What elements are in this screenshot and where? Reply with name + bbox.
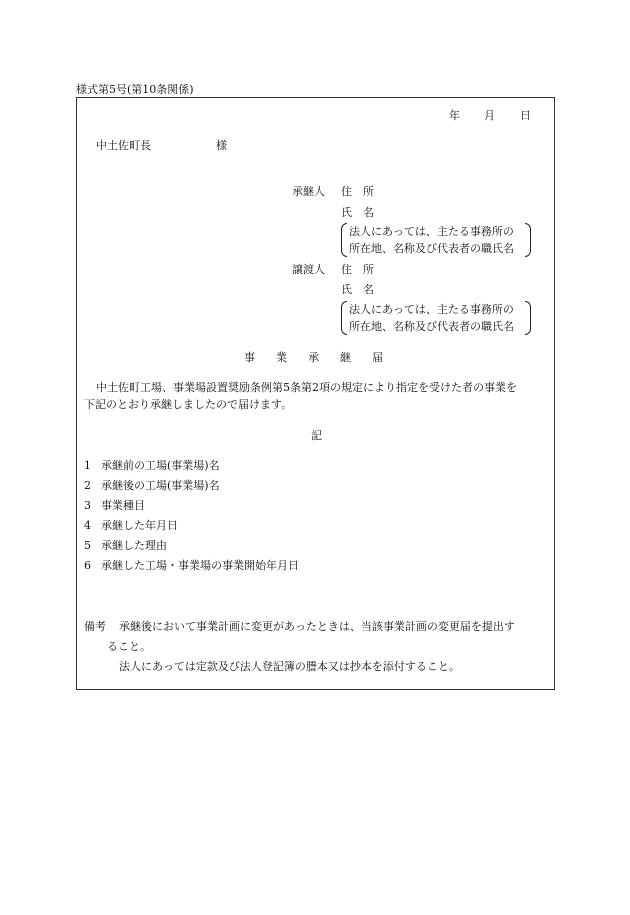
transferor-name-label: 氏 名 bbox=[341, 283, 374, 296]
item-text: 承継した工場・事業場の事業開始年月日 bbox=[101, 559, 299, 572]
transferor-role: 譲渡人 bbox=[292, 263, 325, 276]
item-text: 承継後の工場(事業場)名 bbox=[101, 479, 220, 492]
remarks-line-3: 法人にあっては定款及び法人登記簿の謄本又は抄本を添付すること。 bbox=[119, 660, 460, 673]
transferor-note bbox=[341, 301, 531, 335]
date-month: 月 bbox=[484, 109, 495, 122]
successor-note-line2: 所在地、名称及び代表者の職氏名 bbox=[349, 242, 514, 255]
right-bracket bbox=[525, 223, 531, 257]
left-bracket bbox=[341, 301, 347, 335]
item-number: 5 bbox=[84, 539, 91, 552]
item-text: 承継前の工場(事業場)名 bbox=[101, 459, 220, 472]
successor-note-line1: 法人にあっては、主たる事務所の bbox=[349, 225, 514, 238]
left-bracket bbox=[341, 223, 347, 257]
item-number: 1 bbox=[84, 459, 91, 472]
transferor-note-line1: 法人にあっては、主たる事務所の bbox=[349, 303, 514, 316]
item-text: 承継した年月日 bbox=[101, 519, 178, 532]
form-label: 様式第5号(第10条関係) bbox=[76, 83, 194, 96]
item-text: 承継した理由 bbox=[101, 539, 167, 552]
body-line-1: 中土佐町工場、事業場設置奨励条例第5条第2項の規定により指定を受けた者の事業を bbox=[96, 381, 517, 394]
document-title: 事業承継届 bbox=[244, 351, 404, 364]
item-number: 2 bbox=[84, 479, 91, 492]
remarks-line-1: 承継後において事業計画に変更があったときは、当該事業計画の変更届を提出す bbox=[119, 620, 515, 633]
remarks-line-2: ること。 bbox=[107, 640, 151, 653]
remarks-label: 備考 bbox=[84, 620, 106, 633]
successor-address-label: 住 所 bbox=[341, 185, 374, 198]
item-number: 4 bbox=[84, 519, 91, 532]
addressee-name: 中土佐町長 bbox=[96, 139, 151, 152]
successor-role: 承継人 bbox=[292, 185, 325, 198]
successor-note bbox=[341, 223, 531, 257]
body-line-2: 下記のとおり承継しましたので届けます。 bbox=[84, 398, 293, 411]
successor-name-label: 氏 名 bbox=[341, 206, 374, 219]
date-year: 年 bbox=[449, 109, 460, 122]
right-bracket bbox=[525, 301, 531, 335]
ki-marker: 記 bbox=[311, 429, 322, 442]
date-day: 日 bbox=[520, 109, 531, 122]
addressee-honorific: 様 bbox=[216, 139, 227, 152]
item-number: 3 bbox=[84, 499, 91, 512]
transferor-note-line2: 所在地、名称及び代表者の職氏名 bbox=[349, 320, 514, 333]
transferor-address-label: 住 所 bbox=[341, 263, 374, 276]
item-number: 6 bbox=[84, 559, 91, 572]
item-text: 事業種目 bbox=[101, 499, 145, 512]
